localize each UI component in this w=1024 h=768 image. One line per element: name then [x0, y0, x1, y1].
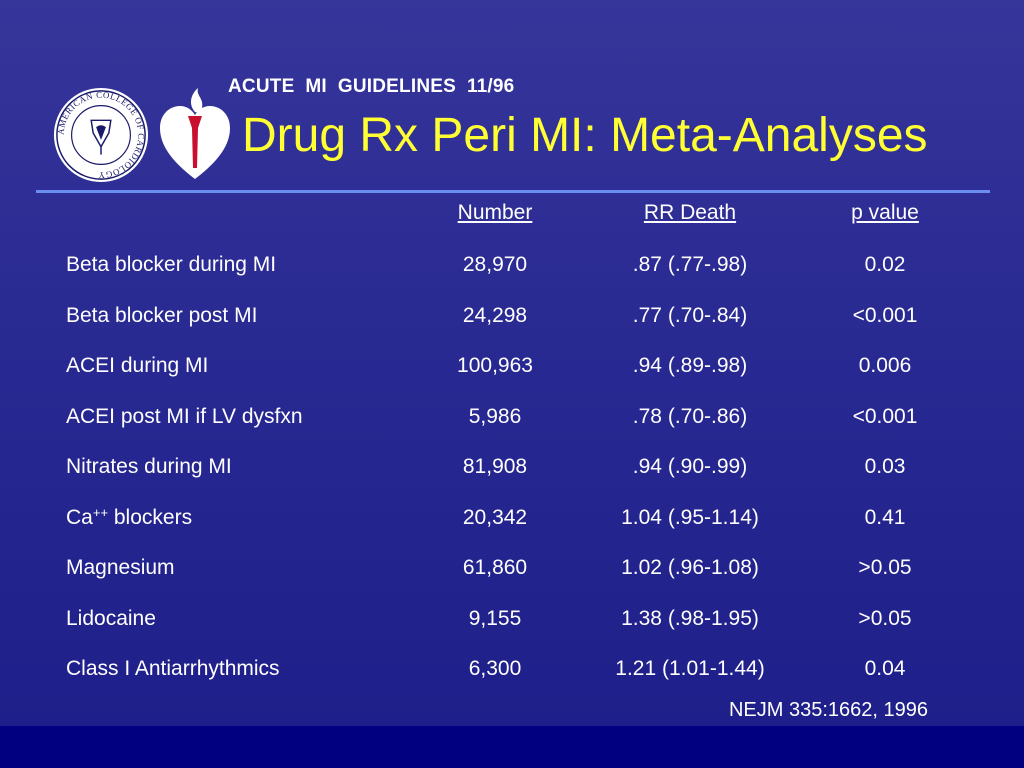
cell-p-value: >0.05: [858, 556, 912, 579]
cell-rr-death: 1.38 (.98-1.95): [621, 607, 759, 630]
svg-text:AMERICAN COLLEGE OF CARDIOLOGY: AMERICAN COLLEGE OF CARDIOLOGY: [55, 89, 147, 181]
row-label-superscript: ++: [92, 505, 109, 520]
row-label: ACEI during MI: [66, 354, 209, 377]
row-label: Magnesium: [66, 556, 175, 579]
cell-p-value: 0.006: [858, 354, 912, 377]
column-header-number: Number: [457, 201, 533, 224]
row-label: Nitrates during MI: [66, 455, 232, 478]
cell-p-value: <0.001: [852, 304, 918, 327]
row-label: [66, 506, 192, 530]
column-header-p-value: p value: [851, 201, 919, 224]
cell-number: 61,860: [462, 556, 528, 579]
cell-p-value: >0.05: [858, 607, 912, 630]
cell-p-value: 0.02: [864, 253, 906, 276]
cell-p-value: 0.41: [864, 506, 906, 529]
cell-number: 81,908: [462, 455, 528, 478]
row-label: ACEI post MI if LV dysfxn: [66, 405, 303, 428]
cell-p-value: 0.04: [864, 657, 906, 680]
cell-rr-death: .87 (.77-.98): [632, 253, 748, 276]
cell-rr-death: 1.04 (.95-1.14): [621, 506, 759, 529]
cell-rr-death: 1.21 (1.01-1.44): [615, 657, 765, 680]
row-label-ca: Ca: [66, 506, 93, 529]
cell-rr-death: .77 (.70-.84): [632, 304, 748, 327]
title-divider: [36, 190, 990, 193]
row-label: Class I Antiarrhythmics: [66, 657, 280, 680]
source-citation: NEJM 335:1662, 1996: [728, 699, 928, 721]
slide-title: Drug Rx Peri MI: Meta-Analyses: [242, 109, 928, 162]
cell-p-value: <0.001: [852, 405, 918, 428]
cell-rr-death: 1.02 (.96-1.08): [621, 556, 759, 579]
column-header-rr-death: RR Death: [643, 201, 737, 224]
row-label-blockers: blockers: [108, 506, 193, 529]
cell-rr-death: .94 (.90-.99): [632, 455, 748, 478]
cell-number: 24,298: [462, 304, 528, 327]
aha-heart-torch-logo: [158, 82, 232, 182]
cell-p-value: 0.03: [864, 455, 906, 478]
cell-number: 5,986: [468, 405, 522, 428]
row-label: Beta blocker post MI: [66, 304, 258, 327]
cell-number: 9,155: [468, 607, 522, 630]
cell-number: 100,963: [457, 354, 533, 377]
row-label: Lidocaine: [66, 607, 156, 630]
cell-rr-death: .78 (.70-.86): [632, 405, 748, 428]
cell-number: 6,300: [468, 657, 522, 680]
slide-subtitle: ACUTE MI GUIDELINES 11/96: [228, 76, 515, 97]
row-label: Beta blocker during MI: [66, 253, 277, 276]
bottom-band: [0, 726, 1024, 768]
cell-number: 20,342: [462, 506, 528, 529]
cell-rr-death: .94 (.89-.98): [632, 354, 748, 377]
acc-seal-logo: [52, 86, 150, 184]
cell-number: 28,970: [462, 253, 528, 276]
